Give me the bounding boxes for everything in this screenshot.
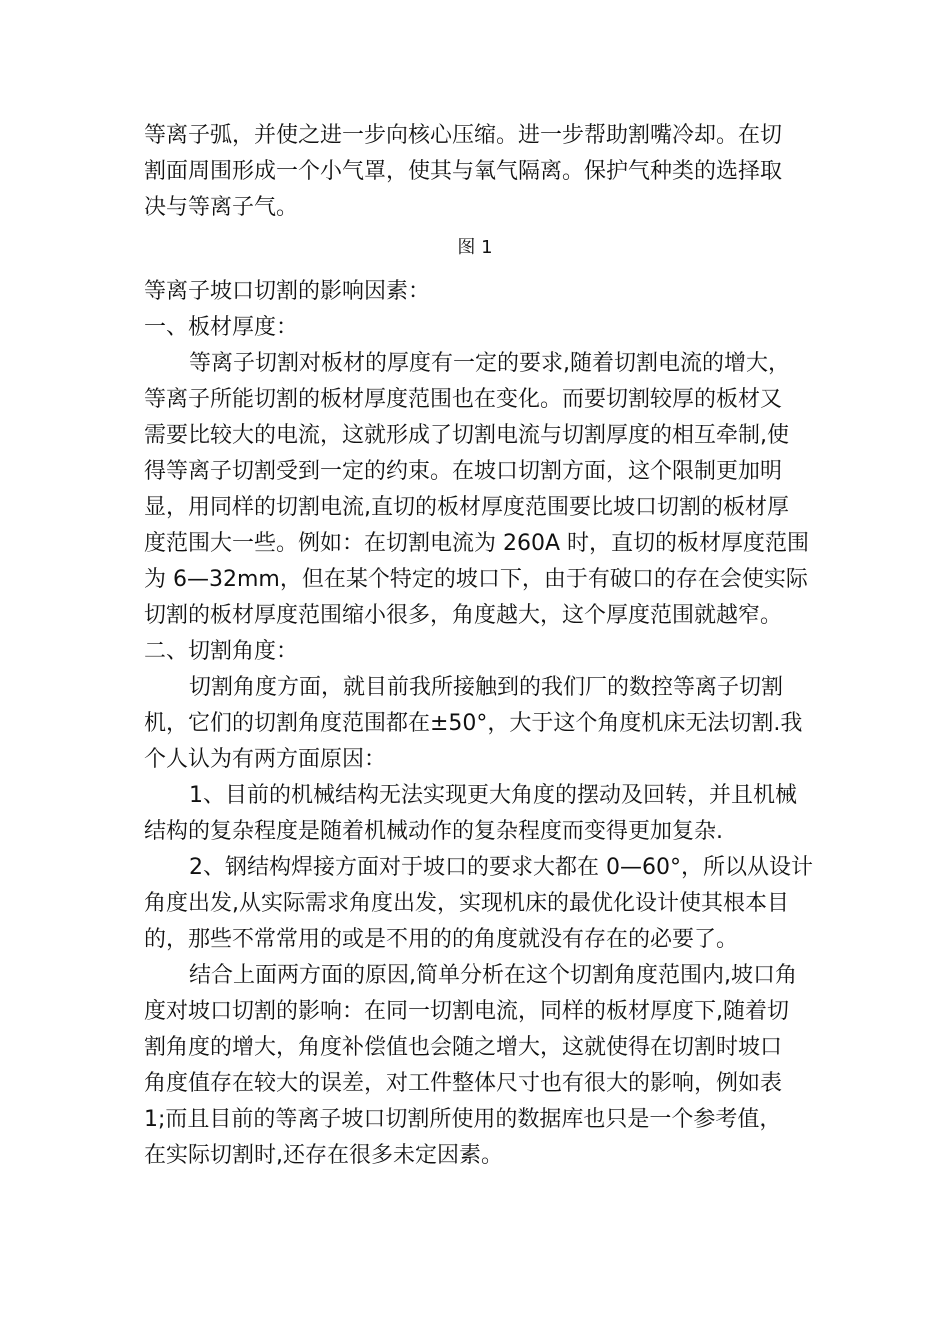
paragraph-line: 机，它们的切割角度范围都在±50°，大于这个角度机床无法切割.我 [144,711,803,736]
list-item-line: 结构的复杂程度是随着机械动作的复杂程度而变得更加复杂. [144,819,723,844]
section-heading-angle: 二、切割角度： [144,639,299,664]
paragraph-line: 割角度的增大，角度补偿值也会随之增大，这就使得在切割时坡口 [144,1035,783,1060]
paragraph-line: 显，用同样的切割电流,直切的板材厚度范围要比坡口切割的板材厚 [144,495,789,520]
list-item-line: 的，那些不常常用的或是不用的的角度就没有存在的必要了。 [144,927,739,952]
paragraph-line: 切割角度方面，就目前我所接触到的我们厂的数控等离子切割 [189,675,784,700]
paragraph-line: 等离子切割对板材的厚度有一定的要求,随着切割电流的增大， [189,351,790,376]
paragraph-line: 角度值存在较大的误差，对工件整体尺寸也有很大的影响，例如表 [144,1071,783,1096]
list-item-line: 角度出发,从实际需求角度出发，实现机床的最优化设计使其根本目 [144,891,789,916]
paragraph-line: 得等离子切割受到一定的约束。在坡口切割方面，这个限制更加明 [144,459,783,484]
paragraph-line: 个人认为有两方面原因： [144,747,387,772]
paragraph-line: 等离子弧，并使之进一步向核心压缩。进一步帮助割嘴冷却。在切 [144,123,783,148]
paragraph-line: 需要比较大的电流，这就形成了切割电流与切割厚度的相互牵制,使 [144,423,789,448]
paragraph-line: 为 6—32mm，但在某个特定的坡口下，由于有破口的存在会使实际 [144,567,808,592]
list-item-line: 2、钢结构焊接方面对于坡口的要求大都在 0—60°，所以从设计 [189,855,813,880]
paragraph-line: 决与等离子气。 [144,195,299,220]
section-heading-thickness: 一、板材厚度： [144,315,299,340]
paragraph-line: 等离子所能切割的板材厚度范围也在变化。而要切割较厚的板材又 [144,387,783,412]
paragraph-line: 度范围大一些。例如：在切割电流为 260A 时，直切的板材厚度范围 [144,531,810,556]
section-intro-heading: 等离子坡口切割的影响因素： [144,279,431,304]
paragraph-line: 在实际切割时,还存在很多未定因素。 [144,1143,503,1168]
paragraph-line: 切割的板材厚度范围缩小很多，角度越大，这个厚度范围就越窄。 [144,603,783,628]
figure-caption: 图 1 [457,237,493,258]
paragraph-line: 结合上面两方面的原因,简单分析在这个切割角度范围内,坡口角 [189,963,797,988]
list-item-line: 1、目前的机械结构无法实现更大角度的摆动及回转，并且机械 [189,783,797,808]
paragraph-line: 割面周围形成一个小气罩，使其与氧气隔离。保护气种类的选择取 [144,159,783,184]
paragraph-line: 度对坡口切割的影响：在同一切割电流，同样的板材厚度下,随着切 [144,999,789,1024]
paragraph-line: 1;而且目前的等离子坡口切割所使用的数据库也只是一个参考值， [144,1107,782,1132]
